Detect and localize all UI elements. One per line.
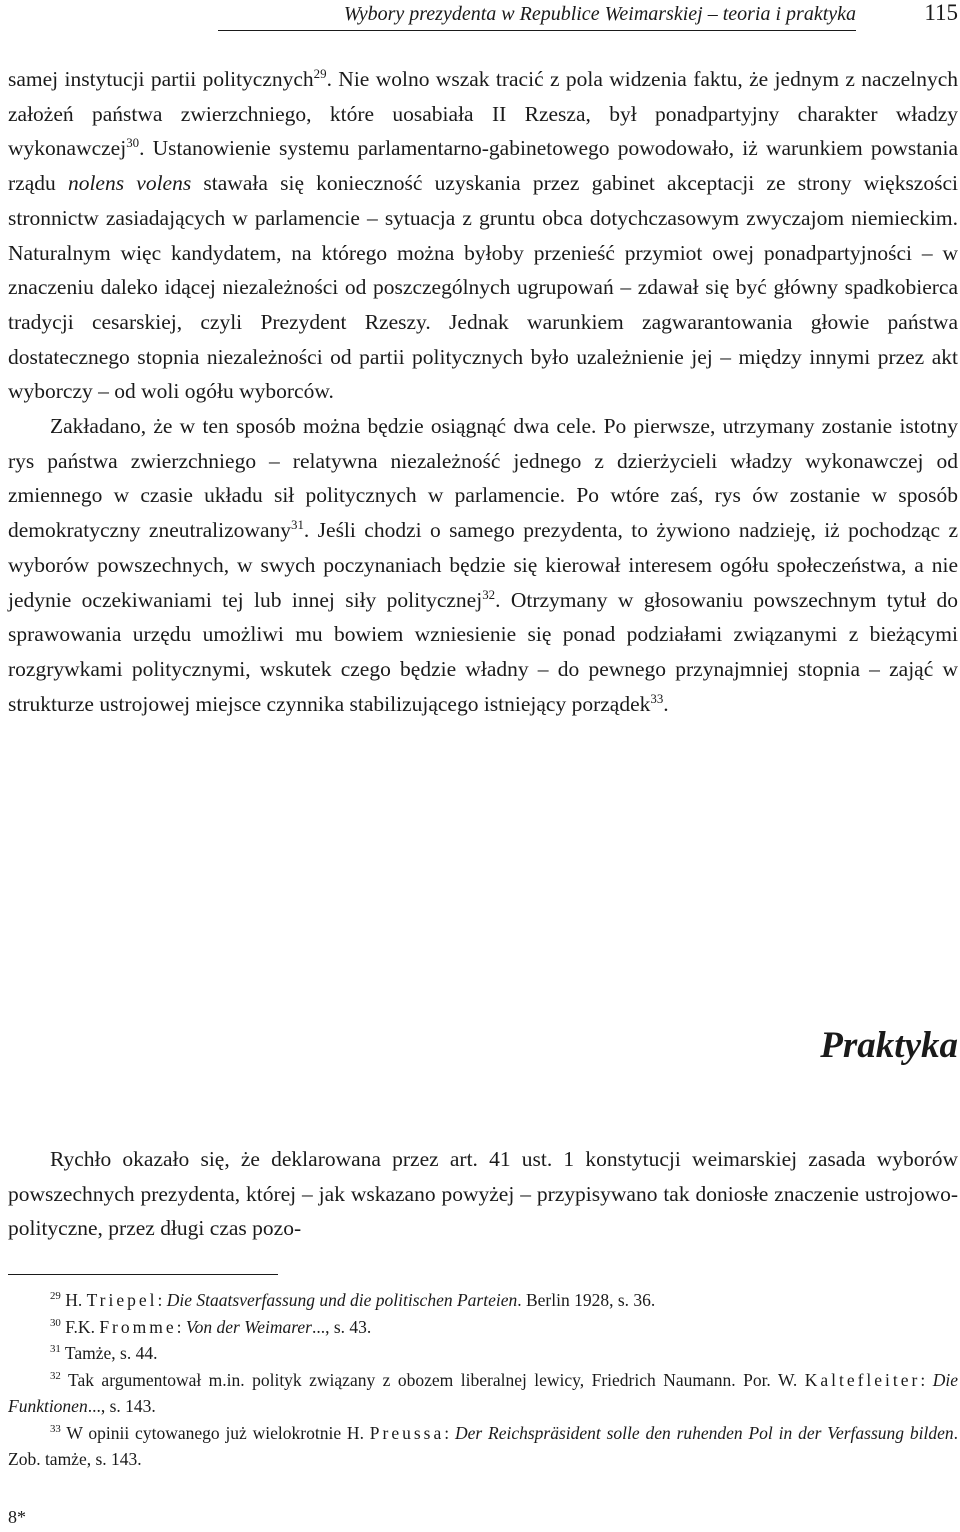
book-page	[8, 0, 958, 1532]
footnote-text: . Zob. tamże, s. 143.	[8, 1422, 958, 1469]
footnote-text: ..., s. 143.	[87, 1396, 156, 1416]
section-text	[8, 1142, 958, 1246]
footnote-text: ..., s. 43.	[311, 1316, 372, 1337]
footnote-text: :	[157, 1290, 167, 1310]
footnote-30	[8, 1314, 958, 1341]
footnote-text: Tamże, s. 44.	[64, 1343, 158, 1363]
text-run: Zakładano, że w ten sposób można będzie osiągnąć dwa cele. Po pierwsze, utrzymany zostanie istotny rys państwa zwierzchniego – relatywna niezależność jednego z dzierżycieli władzy wykonawczej od zmiennego w czasie układu sił politycznych w parlamencie. Po wtóre zaś, rys ów zostanie w sposób demokratyczny zneutralizowany	[8, 414, 958, 543]
footnote-text: F.K.	[65, 1316, 100, 1337]
footnote-text: :	[920, 1369, 933, 1390]
footnote-author: Fromme	[99, 1316, 177, 1337]
text-run: stawała się konieczność uzyskania przez gabinet akceptacji ze strony większości stronnictw zasiadających w parlamencie – sytuacja z gruntu obca dotychczasowym zwyczajom niemieckim. Naturalnym więc kandydatem, na którego można byłoby przenieść przymiot owej ponadpartyjności – w znaczeniu daleko idącej niezależności od poszczególnych ugrupowań – zdawał się być główny spadkobierca tradycji cesarskiej, czyli Prezydent Rzeszy. Jednak warunkiem zagwarantowania głowie państwa dostatecznego stopnia niezależności od partii politycznych było uzależnienie jej – między innymi przez akt wyborczy – od woli ogółu wyborców.	[8, 171, 958, 404]
sheet-signature: 8*	[8, 1507, 26, 1527]
paragraph-3: Rychło okazało się, że deklarowana przez art. 41 ust. 1 konstytucji weimarskiej zasada wyborów powszechnych prezydenta, której – jak wskazano powyżej – przypisywano tak doniosłe znaczenie ustrojowo-polityczne, przez długi czas pozo-	[8, 1147, 958, 1241]
footnote-number: 30	[50, 1316, 61, 1329]
footnote-title: Von der Weimarer	[185, 1316, 312, 1337]
footnote-number: 29	[50, 1290, 61, 1303]
footnote-ref-32[interactable]: 32	[482, 587, 496, 602]
main-text	[8, 62, 958, 721]
text-run: . Nie wolno wszak tracić z pola widzenia faktu, że jednym z naczelnych założeń państwa zwierzchniego, które uosabiała II Rzesza, był ponadpartyjny charakter władzy wykonawczej	[8, 67, 958, 161]
footnote-author: Kaltefleiter	[804, 1369, 921, 1390]
footnote-number: 32	[50, 1369, 61, 1382]
page-header	[8, 0, 958, 34]
page-number: 115	[924, 0, 958, 25]
text-run: . Jeśli chodzi o samego prezydenta, to żywiono nadzieję, iż pochodząc z wyborów powszechnych, w swych poczynaniach będzie się kierował interesem ogółu społeczeństwa, a nie jedynie oczekiwaniami tej lub innej siły politycznej	[8, 518, 958, 612]
footnote-author: Triepel	[86, 1290, 158, 1310]
footnote-29	[8, 1287, 958, 1314]
paragraph-1	[8, 62, 958, 409]
section-heading: Praktyka	[820, 1025, 958, 1066]
footnote-ref-31[interactable]: 31	[291, 517, 304, 532]
footnotes	[8, 1287, 958, 1473]
footnote-ref-30[interactable]: 30	[126, 136, 140, 151]
footnote-33	[8, 1420, 958, 1473]
footnote-text: H.	[65, 1290, 87, 1310]
footnote-ref-33[interactable]: 33	[650, 691, 664, 706]
text-run: . Otrzymany w głosowaniu powszechnym tytuł do sprawowania urzędu umożliwi mu bowiem wzniesienie się ponad podziałami związanymi z bieżącymi rozgrywkami politycznymi, wskutek czego będzie władny – do pewnego przynajmniej stopnia – zająć w strukturze ustrojowej miejsce czynnika stabilizującego istniejący porządek	[8, 587, 958, 716]
footnote-number: 31	[50, 1343, 61, 1356]
text-run: .	[663, 691, 669, 716]
text-run: samej instytucji partii politycznych	[8, 67, 314, 91]
paragraph-2	[8, 409, 958, 721]
header-rule	[218, 30, 856, 31]
text-run: . Ustanowienie systemu parlamentarno-gabinetowego powodowało, iż warunkiem powstania rządu	[8, 136, 958, 196]
footnote-author: Preussa	[369, 1422, 445, 1443]
footnote-text: W opinii cytowanego już wielokrotnie H.	[66, 1422, 370, 1443]
footnote-32	[8, 1367, 958, 1420]
footnote-ref-29[interactable]: 29	[313, 66, 327, 81]
footnote-title: Die Staatsverfassung und die politischen Parteien	[166, 1290, 518, 1310]
footnote-text: :	[444, 1422, 455, 1443]
footnote-text: :	[176, 1316, 186, 1337]
footnote-text: Tak argumentował m.in. polityk związany z obozem liberalnej lewicy, Friedrich Naumann. Por. W.	[67, 1369, 805, 1390]
footnote-text: . Berlin 1928, s. 36.	[517, 1290, 656, 1310]
footnote-number: 33	[50, 1422, 61, 1435]
running-title: Wybory prezydenta w Republice Weimarskiej – teoria i praktyka	[343, 3, 856, 25]
footnote-31	[8, 1340, 958, 1367]
footnote-separator	[8, 1274, 278, 1275]
italic-phrase: nolens volens	[67, 171, 192, 196]
footnote-title: Der Reichspräsident solle den ruhenden Pol in der Verfassung bilden	[454, 1422, 954, 1443]
footnote-title: Die Funktionen	[8, 1369, 958, 1416]
